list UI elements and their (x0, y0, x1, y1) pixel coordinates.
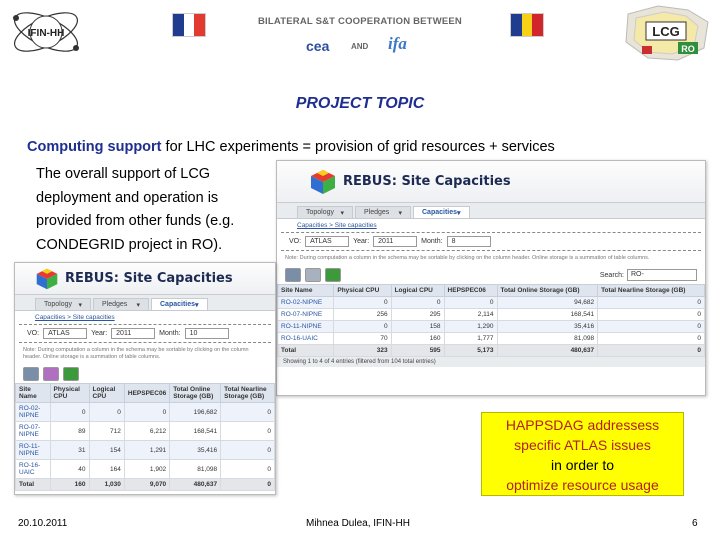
tab-pledges[interactable]: Pledges ▾ (355, 206, 411, 218)
header-title: BILATERAL S&T COOPERATION BETWEEN (258, 16, 462, 27)
rebus-screenshot-small (14, 262, 276, 495)
column-header[interactable]: Total Online Storage (GB) (497, 285, 598, 297)
vo-select[interactable]: ATLAS (43, 328, 87, 339)
table-cell: 1,777 (444, 333, 497, 345)
capacities-table (15, 383, 275, 491)
rubik-cube-icon (309, 168, 337, 196)
footer-date: 20.10.2011 (18, 518, 68, 529)
column-header[interactable]: HEPSPEC06 (444, 285, 497, 297)
table-note: Note: During computation a column in the schema may be sortable by clicking on the column header. Online storage is a summation of table columns. (23, 347, 249, 360)
topic-line-rest: for LHC experiments = provision of grid resources + services (161, 139, 555, 155)
tab-capacities[interactable]: Capacities ▾ (151, 298, 208, 310)
vo-label: VO: (289, 238, 302, 245)
page-number: 6 (692, 518, 698, 529)
filter-row (19, 324, 271, 343)
topic-line (27, 139, 555, 155)
table-header-row (278, 285, 705, 297)
table-cell: 595 (391, 345, 444, 357)
search-box (600, 269, 697, 281)
site-name-cell[interactable]: RO-16-UAIC (16, 460, 51, 479)
table-cell: 0 (334, 297, 391, 309)
table-cell: 0 (221, 422, 275, 441)
france-flag-icon (172, 13, 206, 37)
table-row (278, 309, 705, 321)
table-cell: 0 (89, 403, 124, 422)
total-row (16, 479, 275, 491)
table-cell: 0 (598, 333, 705, 345)
total-row (278, 345, 705, 357)
table-row (278, 297, 705, 309)
table-cell: 0 (598, 309, 705, 321)
rebus-screenshot-large (276, 160, 706, 396)
table-cell: 1,291 (124, 441, 169, 460)
table-cell: 1,030 (89, 479, 124, 491)
table-cell: 6,212 (124, 422, 169, 441)
breadcrumb[interactable]: Capacities > Site capacities (35, 314, 115, 321)
table-cell: 0 (391, 297, 444, 309)
rebus-header (15, 263, 275, 295)
year-label: Year: (91, 330, 108, 337)
rebus-title: REBUS: Site Capacities (65, 271, 233, 286)
ifa-logo: ifa (388, 34, 407, 53)
page-title: PROJECT TOPIC (295, 95, 425, 112)
table-row (278, 321, 705, 333)
table-cell: 1,902 (124, 460, 169, 479)
filter-row (281, 232, 701, 251)
table-cell: 0 (221, 441, 275, 460)
table-cell: 40 (50, 460, 89, 479)
vo-label: VO: (27, 330, 40, 337)
table-cell: 160 (50, 479, 89, 491)
print-export-icon[interactable] (43, 367, 59, 381)
search-input[interactable]: RO- (627, 269, 697, 281)
cea-logo: cea (306, 38, 330, 54)
rebus-tabs (277, 203, 705, 219)
column-header[interactable]: Total Online Storage (GB) (170, 384, 221, 403)
table-cell: 0 (598, 321, 705, 333)
tab-capacities[interactable]: Capacities ▾ (413, 206, 470, 218)
and-text: AND (351, 42, 369, 51)
print-export-icon[interactable] (305, 268, 321, 282)
callout-line: optimize resource usage (506, 477, 659, 493)
table-cell: 168,541 (497, 309, 598, 321)
ifin-hh-logo (8, 4, 84, 60)
table-cell: 0 (598, 297, 705, 309)
column-header[interactable]: Total Nearline Storage (GB) (598, 285, 705, 297)
lcg-logo-text: LCG (652, 24, 680, 39)
table-cell: 9,070 (124, 479, 169, 491)
column-header[interactable]: Site Name (16, 384, 51, 403)
table-cell: 480,637 (497, 345, 598, 357)
site-name-cell[interactable]: RO-11-NIPNE (278, 321, 334, 333)
table-cell: 70 (334, 333, 391, 345)
month-label: Month: (159, 330, 181, 337)
year-label: Year: (353, 238, 370, 245)
table-cell: 256 (334, 309, 391, 321)
column-header[interactable]: Logical CPU (391, 285, 444, 297)
rebus-header (277, 161, 705, 203)
callout-line: HAPPSDAG addressess (505, 417, 660, 433)
table-cell: 35,416 (170, 441, 221, 460)
excel-export-icon[interactable] (63, 367, 79, 381)
table-cell: 295 (391, 309, 444, 321)
ro-logo-text: RO (681, 44, 695, 54)
table-row (16, 460, 275, 479)
table-cell: 480,637 (170, 479, 221, 491)
year-select[interactable]: 2011 (111, 328, 155, 339)
tab-topology[interactable]: Topology ▾ (35, 298, 91, 310)
site-name-cell[interactable]: RO-07-NIPNE (278, 309, 334, 321)
csv-export-icon[interactable] (23, 367, 39, 381)
column-header[interactable]: Logical CPU (89, 384, 124, 403)
export-toolbar (15, 365, 275, 383)
table-cell: 89 (50, 422, 89, 441)
vo-select[interactable]: ATLAS (305, 236, 349, 247)
table-note: Note: During computation a column in the schema may be sortable by clicking on the column header. Online storage is a summation of table columns. (285, 255, 650, 261)
table-row (278, 333, 705, 345)
table-cell: 160 (391, 333, 444, 345)
table-cell: 1,290 (444, 321, 497, 333)
rebus-tabs (15, 295, 275, 311)
site-name-cell[interactable]: RO-02-NIPNE (16, 403, 51, 422)
table-cell: 0 (124, 403, 169, 422)
table-cell: 0 (221, 479, 275, 491)
site-name-cell[interactable]: RO-11-NIPNE (16, 441, 51, 460)
happsdag-callout (481, 412, 684, 496)
column-header[interactable]: Total Nearline Storage (GB) (221, 384, 275, 403)
table-cell: 81,098 (497, 333, 598, 345)
table-cell: 94,682 (497, 297, 598, 309)
capacities-table (277, 284, 705, 357)
table-info: Showing 1 to 4 of 4 entries (filtered from 104 total entries) (277, 357, 705, 367)
column-header[interactable]: Physical CPU (334, 285, 391, 297)
table-header-row (16, 384, 275, 403)
export-toolbar (277, 266, 705, 284)
table-cell: 0 (598, 345, 705, 357)
rubik-cube-icon (35, 267, 59, 291)
search-label: Search: (599, 271, 624, 279)
table-cell: 158 (391, 321, 444, 333)
total-label: Total (278, 345, 334, 357)
lcg-ro-logo (618, 2, 714, 64)
table-cell: 196,682 (170, 403, 221, 422)
rebus-title: REBUS: Site Capacities (343, 174, 511, 189)
table-cell: 0 (444, 297, 497, 309)
table-cell: 164 (89, 460, 124, 479)
site-name-cell[interactable]: RO-07-NIPNE (16, 422, 51, 441)
year-select[interactable]: 2011 (373, 236, 417, 247)
column-header[interactable]: HEPSPEC06 (124, 384, 169, 403)
callout-line: in order to (550, 457, 615, 473)
callout-line: specific ATLAS issues (514, 437, 651, 453)
month-select[interactable]: 8 (447, 236, 491, 247)
table-cell: 35,416 (497, 321, 598, 333)
month-label: Month: (421, 238, 443, 245)
site-name-cell[interactable]: RO-02-NIPNE (278, 297, 334, 309)
table-row (16, 403, 275, 422)
table-cell: 168,541 (170, 422, 221, 441)
month-select[interactable]: 10 (185, 328, 229, 339)
ifin-hh-logo-text: IFIN-HH (27, 28, 65, 39)
table-cell: 81,098 (170, 460, 221, 479)
table-row (16, 441, 275, 460)
topic-line-bold: Computing support (27, 139, 162, 155)
tab-pledges[interactable]: Pledges ▾ (93, 298, 149, 310)
table-row (16, 422, 275, 441)
footer-author: Mihnea Dulea, IFIN-HH (306, 518, 410, 529)
column-header[interactable]: Physical CPU (50, 384, 89, 403)
tab-topology[interactable]: Topology ▾ (297, 206, 353, 218)
table-cell: 0 (221, 460, 275, 479)
support-paragraph: The overall support of LCG deployment and operation is provided from other funds (e.g. CONDEGRID project in RO). (36, 166, 235, 253)
table-cell: 0 (50, 403, 89, 422)
table-cell: 712 (89, 422, 124, 441)
column-header[interactable]: Site Name (278, 285, 334, 297)
table-cell: 5,173 (444, 345, 497, 357)
site-name-cell[interactable]: RO-16-UAIC (278, 333, 334, 345)
table-cell: 0 (334, 321, 391, 333)
table-cell: 323 (334, 345, 391, 357)
table-cell: 31 (50, 441, 89, 460)
breadcrumb[interactable]: Capacities > Site capacities (297, 222, 377, 229)
total-label: Total (16, 479, 51, 491)
romania-flag-icon (510, 13, 544, 37)
table-cell: 154 (89, 441, 124, 460)
csv-export-icon[interactable] (285, 268, 301, 282)
excel-export-icon[interactable] (325, 268, 341, 282)
table-cell: 0 (221, 403, 275, 422)
table-cell: 2,114 (444, 309, 497, 321)
